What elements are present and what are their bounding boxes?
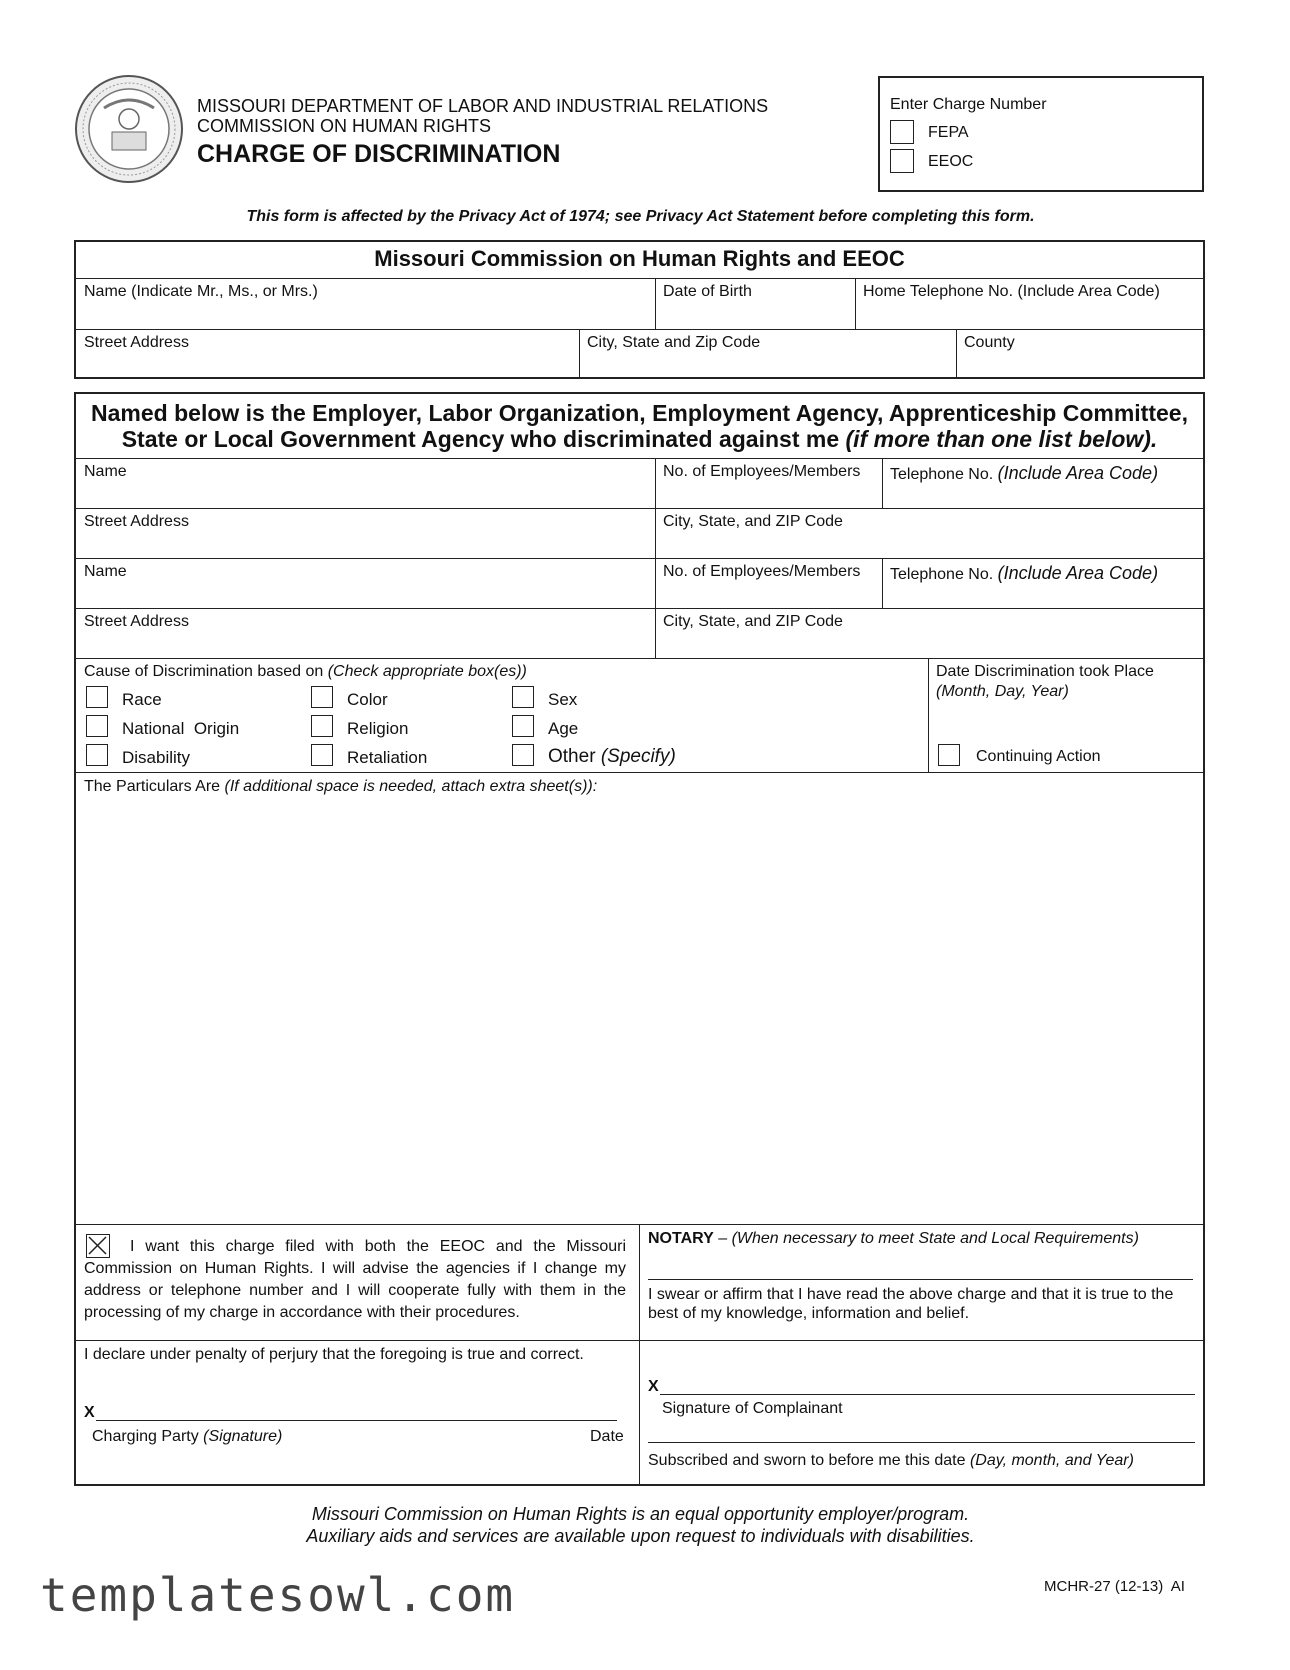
home-phone-field[interactable] (855, 279, 1205, 329)
other-checkbox[interactable] (512, 744, 534, 766)
complainant-street-label: Street Address (84, 334, 189, 351)
subscribed-hint: (Day, month, and Year) (969, 1452, 1134, 1469)
complainant-heading: Missouri Commission on Human Rights and EEOC (374, 246, 905, 271)
continuing-action-label: Continuing Action (976, 748, 1101, 765)
date-of-birth-label: Date of Birth (663, 283, 752, 300)
notary-heading (648, 1230, 1139, 1248)
respondent2-name-field[interactable] (76, 559, 655, 608)
complainant-street-field[interactable] (76, 330, 579, 378)
race-checkbox[interactable] (86, 686, 108, 708)
other-hint: (Specify) (600, 746, 676, 767)
respondent1-street-label: Street Address (84, 513, 189, 530)
disability-checkbox[interactable] (86, 744, 108, 766)
respondent2-street-label: Street Address (84, 613, 189, 630)
complainant-name-label: Name (Indicate Mr., Ms., or Mrs.) (84, 283, 318, 300)
notary-dash: – (713, 1230, 732, 1247)
respondent-heading-line2 (76, 426, 1203, 453)
watermark: templatesowl.com (40, 1568, 516, 1622)
charging-party-hint: (Signature) (203, 1428, 283, 1445)
respondent1-name-field[interactable] (76, 459, 655, 508)
charging-party-caption (92, 1428, 282, 1446)
particulars-hint: (If additional space is needed, attach extra sheet(s)): (224, 778, 598, 795)
form-title: CHARGE OF DISCRIMINATION (197, 140, 561, 168)
commission-name: COMMISSION ON HUMAN RIGHTS (197, 116, 492, 136)
subscribed-label: Subscribed and sworn to before me this date (648, 1452, 966, 1469)
retaliation-checkbox[interactable] (311, 744, 333, 766)
fepa-checkbox[interactable] (890, 120, 914, 144)
form-code: MCHR-27 (12-13) AI (1044, 1578, 1185, 1595)
complainant-city-label: City, State and Zip Code (587, 334, 761, 351)
respondent1-employees-field[interactable] (655, 459, 882, 508)
respondent1-street-field[interactable] (76, 509, 655, 558)
color-label: Color (347, 690, 388, 709)
complainant-section (74, 240, 1205, 379)
particulars-heading (84, 778, 597, 796)
department-name: MISSOURI DEPARTMENT OF LABOR AND INDUSTRIAL RELATIONS (197, 96, 769, 116)
privacy-notice: This form is affected by the Privacy Act of 1974; see Privacy Act Statement before completing this form. (246, 208, 1035, 225)
sex-label: Sex (548, 690, 578, 709)
fepa-label: FEPA (928, 124, 969, 141)
notary-title: NOTARY (648, 1230, 714, 1247)
race-label: Race (122, 690, 162, 709)
complainant-city-field[interactable] (579, 330, 956, 378)
cause-heading (84, 663, 527, 681)
complainant-signature-label: Signature of Complainant (662, 1400, 843, 1417)
cause-label: Cause of Discrimination based on (84, 663, 324, 680)
charging-party-label: Charging Party (92, 1428, 199, 1445)
filing-statement (84, 1236, 626, 1324)
discrimination-date-label: Date Discrimination took Place (936, 663, 1154, 680)
respondent1-phone-field[interactable] (882, 459, 1205, 508)
age-checkbox[interactable] (512, 715, 534, 737)
religion-checkbox[interactable] (311, 715, 333, 737)
retaliation-label: Retaliation (347, 748, 428, 767)
respondent2-city-label: City, State, and ZIP Code (663, 613, 843, 630)
cause-hint: (Check appropriate box(es)) (327, 663, 527, 680)
respondent2-phone-field[interactable] (882, 559, 1205, 608)
particulars-text-area[interactable] (80, 800, 1200, 1220)
respondent1-phone-label: Telephone No. (890, 466, 994, 483)
respondent-section (74, 392, 1205, 1486)
eeoc-label: EEOC (928, 153, 974, 170)
sex-checkbox[interactable] (512, 686, 534, 708)
respondent2-city-field[interactable] (655, 609, 1205, 658)
national-origin-checkbox[interactable] (86, 715, 108, 737)
subscribed-date-line[interactable] (648, 1442, 1195, 1443)
respondent1-city-label: City, State, and ZIP Code (663, 513, 843, 530)
subscribed-caption (648, 1452, 1134, 1470)
particulars-label: The Particulars Are (84, 778, 221, 795)
charge-number-label: Enter Charge Number (890, 96, 1047, 113)
disability-label: Disability (122, 748, 191, 767)
respondent1-city-field[interactable] (655, 509, 1205, 558)
charging-party-date-label: Date (590, 1428, 624, 1445)
discrimination-date-field[interactable] (936, 704, 1196, 738)
other-label (548, 746, 676, 768)
respondent-heading-line1: Named below is the Employer, Labor Organization, Employment Agency, Apprenticeship Committee, (91, 400, 1188, 426)
filing-statement-text: I want this charge filed with both the EEOC and the Missouri Commission on Human Rights. I will advise the agencies if I change my address or telephone number and I will cooperate fully with them in the processing of my charge in accordance with their procedures. (84, 1238, 626, 1321)
respondent2-employees-label: No. of Employees/Members (663, 563, 861, 580)
notary-line (648, 1279, 1193, 1280)
footer-auxiliary-aids: Auxiliary aids and services are available upon request to individuals with disabilities. (306, 1526, 975, 1546)
state-seal (74, 74, 184, 184)
respondent-heading-main: State or Local Government Agency who discriminated against me (121, 426, 840, 452)
respondent2-employees-field[interactable] (655, 559, 882, 608)
respondent2-phone-hint: (Include Area Code) (997, 563, 1159, 583)
eeoc-checkbox[interactable] (890, 149, 914, 173)
national-origin-label: National Origin (122, 719, 240, 738)
notary-swear-text: I swear or affirm that I have read the above charge and that it is true to the best of my knowledge, information and belief. (648, 1286, 1174, 1322)
charging-party-x: X (84, 1404, 95, 1421)
respondent2-phone-label: Telephone No. (890, 566, 994, 583)
other-text: Other (548, 746, 596, 767)
continuing-action-checkbox[interactable] (938, 744, 960, 766)
respondent1-employees-label: No. of Employees/Members (663, 463, 861, 480)
complainant-name-field[interactable] (76, 279, 655, 329)
respondent-heading-hint: (if more than one list below). (845, 426, 1158, 452)
respondent1-name-label: Name (84, 463, 127, 480)
color-checkbox[interactable] (311, 686, 333, 708)
date-of-birth-field[interactable] (655, 279, 855, 329)
religion-label: Religion (347, 719, 409, 738)
home-phone-label: Home Telephone No. (Include Area Code) (863, 283, 1160, 300)
perjury-declaration: I declare under penalty of perjury that the foregoing is true and correct. (84, 1346, 584, 1363)
complainant-signature-line[interactable] (660, 1394, 1195, 1395)
notary-hint: (When necessary to meet State and Local Requirements) (731, 1230, 1139, 1247)
charging-party-signature-line[interactable] (96, 1420, 617, 1421)
county-field[interactable] (956, 330, 1205, 378)
age-label: Age (548, 719, 579, 738)
complainant-x: X (648, 1378, 659, 1395)
respondent1-phone-hint: (Include Area Code) (997, 463, 1159, 483)
respondent2-street-field[interactable] (76, 609, 655, 658)
charge-number-box (878, 76, 1204, 192)
discrimination-date-hint: (Month, Day, Year) (936, 683, 1069, 700)
footer-equal-opportunity: Missouri Commission on Human Rights is an equal opportunity employer/program. (311, 1504, 970, 1524)
county-label: County (964, 334, 1015, 351)
respondent2-name-label: Name (84, 563, 127, 580)
